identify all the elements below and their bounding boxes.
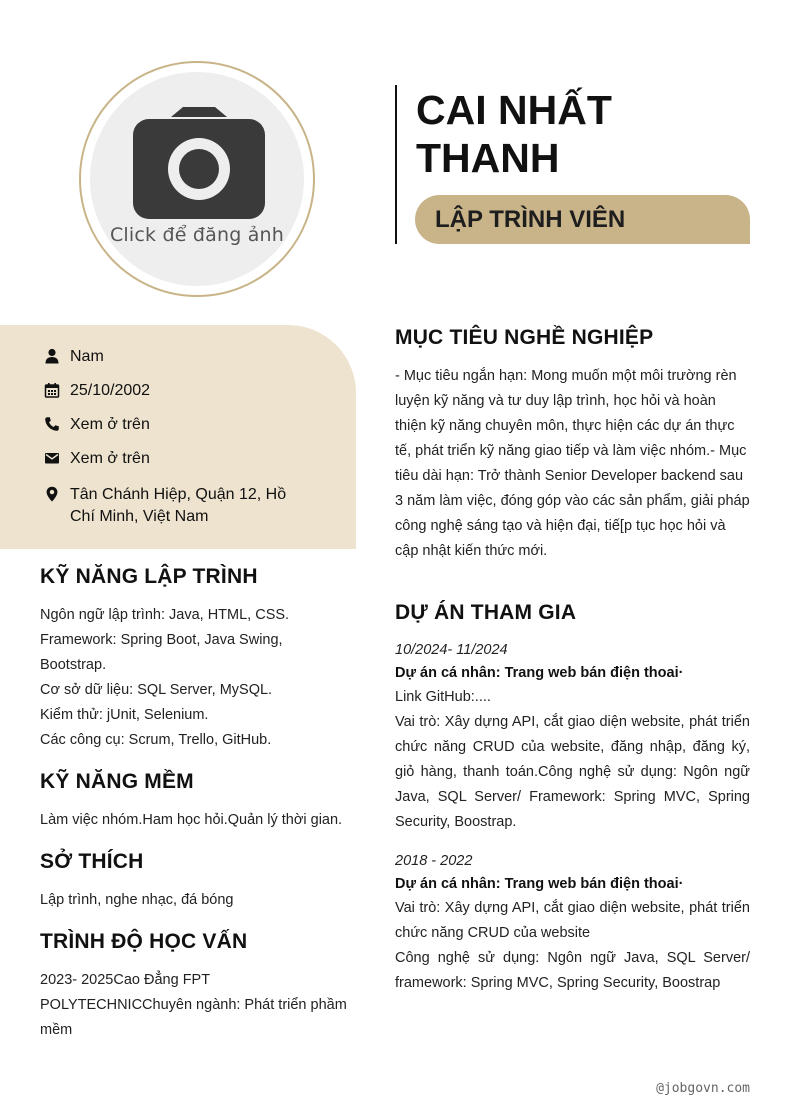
soft-skills-text <box>40 808 342 833</box>
birthdate-value: 25/10/2002 <box>70 382 151 399</box>
mail-icon <box>44 450 60 466</box>
project-title: Dự án cá nhân: Trang web bán điện thoai· <box>395 876 684 892</box>
footer-watermark: @jobgovn.com <box>656 1081 750 1096</box>
name-line-1: CAI NHẤT <box>416 87 612 133</box>
candidate-name <box>416 86 612 182</box>
project-description: Vai trò: Xây dựng API, cắt giao diện website, phát triển chức năng CRUD của website, đăng nhập, đăng ký, giỏ hàng, thanh toán.Công nghệ sử dụng: Ngôn ngữ Java, SQL Server/ Framework: Spring MVC, Spring Security, Boostrap. <box>395 714 750 830</box>
education-list <box>40 968 347 1043</box>
camera-icon <box>133 105 265 219</box>
contact-birthdate <box>44 380 310 402</box>
projects-title: DỰ ÁN THAM GIA <box>395 601 577 624</box>
header-divider <box>395 85 397 244</box>
gender-value: Nam <box>70 348 104 365</box>
job-title: LẬP TRÌNH VIÊN <box>435 206 626 233</box>
education-title: TRÌNH ĐỘ HỌC VẤN <box>40 930 248 953</box>
hobbies-line: Lập trình, nghe nhạc, đá bóng <box>40 892 234 908</box>
project-title: Dự án cá nhân: Trang web bán điện thoai· <box>395 665 684 681</box>
project-tech: Công nghệ sử dụng: Ngôn ngữ Java, SQL Server/ framework: Spring MVC, Spring Security, Boostrap <box>395 950 750 991</box>
avatar-upload-area[interactable] <box>90 72 304 286</box>
hobbies-title: SỞ THÍCH <box>40 850 144 873</box>
project-date: 10/2024- 11/2024 <box>395 642 508 658</box>
soft-skills-title: KỸ NĂNG MỀM <box>40 770 194 793</box>
education-line: mềm <box>40 1022 73 1038</box>
phone-value[interactable]: Xem ở trên <box>70 416 150 433</box>
education-line: POLYTECHNICChuyên ngành: Phát triển phầm <box>40 997 347 1013</box>
name-line-2: THANH <box>416 135 560 181</box>
skills-line: Cơ sở dữ liệu: SQL Server, MySQL. <box>40 682 273 698</box>
contact-email <box>44 448 310 470</box>
skills-line: Bootstrap. <box>40 657 107 673</box>
skills-list <box>40 603 289 753</box>
calendar-icon <box>44 382 60 398</box>
contact-phone <box>44 414 310 436</box>
project-date: 2018 - 2022 <box>395 853 473 869</box>
project-description: Vai trò: Xây dựng API, cắt giao diện website, phát triển chức năng CRUD của website <box>395 900 750 941</box>
phone-icon <box>44 416 60 432</box>
objective-title: MỤC TIÊU NGHỀ NGHIỆP <box>395 326 654 349</box>
hobbies-text <box>40 888 234 913</box>
project-link[interactable]: Link GitHub:.... <box>395 689 491 705</box>
avatar-frame[interactable] <box>79 61 315 297</box>
soft-skills-line: Làm việc nhóm.Ham học hỏi.Quản lý thời gian. <box>40 812 343 828</box>
objective-text: - Mục tiêu ngắn hạn: Mong muốn một môi trường rèn luyện kỹ năng và tư duy lập trình, học hỏi và hoàn thiện kỹ năng chuyên môn, thực hiện các dự án thực tế, phát triển kỹ năng giao tiếp và làm việc nhóm.- Mục tiêu dài hạn: Trở thành Senior Developer backend sau 3 năm làm việc, đóng góp vào các sản phẩm, giải pháp công nghệ sáng tạo và hiện đại, tiế[p tục học hỏi và cập nhật kiến thức mới. <box>395 368 750 559</box>
person-icon <box>44 348 60 364</box>
location-pin-icon <box>44 486 60 502</box>
email-value[interactable]: Xem ở trên <box>70 450 150 467</box>
skills-line: Các công cụ: Scrum, Trello, GitHub. <box>40 732 272 748</box>
contact-address <box>44 484 310 528</box>
skills-line: Ngôn ngữ lập trình: Java, HTML, CSS. <box>40 607 290 623</box>
skills-title: KỸ NĂNG LẬP TRÌNH <box>40 565 258 588</box>
education-line: 2023- 2025Cao Đẳng FPT <box>40 972 211 988</box>
contact-gender <box>44 346 310 368</box>
address-value: Tân Chánh Hiệp, Quận 12, Hồ Chí Minh, Việt Nam <box>70 486 287 525</box>
avatar-caption[interactable]: Click để đăng ảnh <box>109 224 285 246</box>
skills-line: Kiểm thử: jUnit, Selenium. <box>40 707 209 723</box>
role-badge <box>415 195 750 244</box>
skills-line: Framework: Spring Boot, Java Swing, <box>40 632 283 648</box>
